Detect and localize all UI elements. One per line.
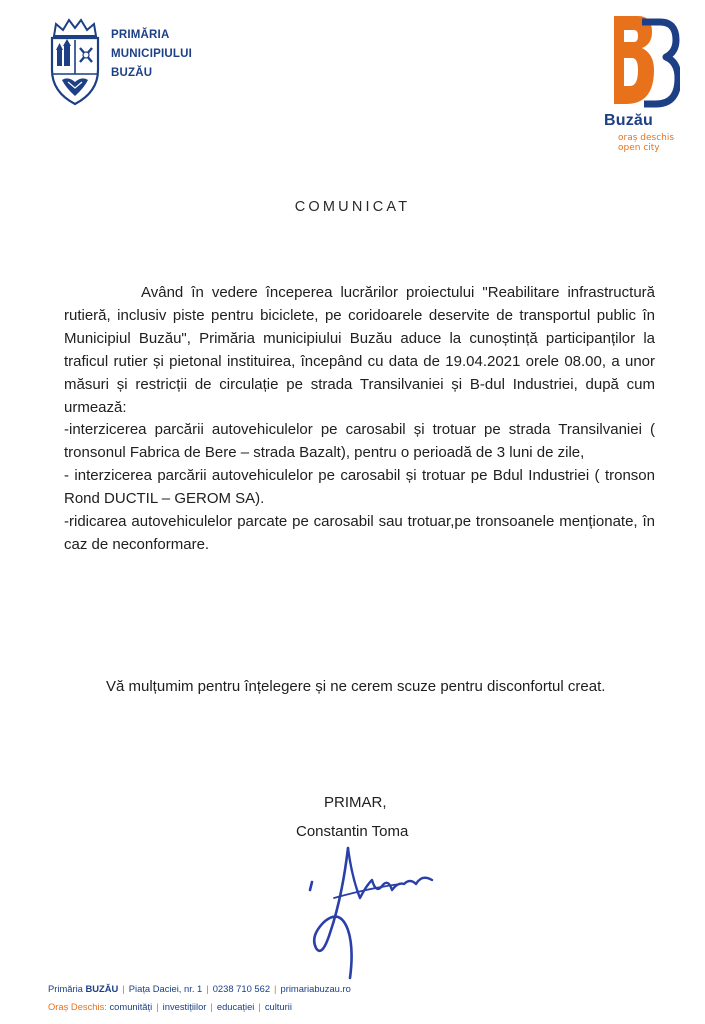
brand-tagline-en: open city bbox=[618, 143, 660, 153]
institution-name bbox=[111, 26, 192, 83]
intro-paragraph: Având în vedere începerea lucrărilor proiectului "Reabilitare infrastructură rutieră, inclusiv piste pentru biciclete, pe coridoarele deservite de transportul public în Municipiul Buzău", Primăria municipiului Buzău aduce la cunoștință participanților la traficul rutier și pietonal instituirea, începând cu data de 19.04.2021 orele 08.00, a unor măsuri și restricții de circulație pe strada Transilvaniei și B-dul Industriei, după cum urmează: bbox=[64, 284, 655, 416]
footer-open-value: educației bbox=[216, 1001, 255, 1012]
brand-tagline-ro: oraș deschis bbox=[618, 133, 675, 143]
list-item: -ridicarea autovehiculelor parcate pe carosabil sau trotuar,pe tronsoanele menționate, în caz de neconformare. bbox=[64, 513, 655, 553]
institution-line-3: BUZĂU bbox=[111, 67, 153, 79]
institution-line-1: PRIMĂRIA bbox=[111, 29, 170, 41]
footer-open-value: comunități bbox=[109, 1001, 153, 1012]
institution-line-2: MUNICIPIULUI bbox=[111, 48, 192, 60]
footer-website-link[interactable]: primariabuzau.ro bbox=[280, 983, 351, 994]
buzau-open-city-logo-icon bbox=[604, 12, 680, 116]
list-item: -interzicerea parcării autovehiculelor pe carosabil și trotuar pe strada Transilvaniei ( tronsonul Fabrica de Bere – strada Bazalt), pentru o perioadă de 3 luni de zile, bbox=[64, 421, 655, 462]
footer-org-prefix: Primăria bbox=[48, 983, 86, 994]
footer-separator: | bbox=[122, 983, 125, 994]
footer-open-value: culturii bbox=[264, 1001, 292, 1012]
signatory-role: PRIMAR, bbox=[324, 794, 387, 811]
footer-open-city bbox=[48, 1001, 292, 1012]
footer-org-name: BUZĂU bbox=[85, 983, 119, 994]
footer-separator: | bbox=[210, 1001, 213, 1012]
footer-phone[interactable]: 0238 710 562 bbox=[212, 983, 271, 994]
footer-separator: | bbox=[156, 1001, 159, 1012]
handwritten-signature-icon bbox=[290, 838, 450, 988]
footer-open-value: investițiilor bbox=[162, 1001, 207, 1012]
footer-contact bbox=[48, 983, 351, 994]
thanks-paragraph: Vă mulțumim pentru înțelegere și ne cerem scuze pentru disconfortul creat. bbox=[106, 678, 606, 695]
footer-separator: | bbox=[274, 983, 277, 994]
footer-address: Piața Daciei, nr. 1 bbox=[128, 983, 203, 994]
brand-tagline bbox=[618, 133, 674, 153]
city-coat-of-arms-icon bbox=[46, 18, 104, 108]
document-title: COMUNICAT bbox=[294, 199, 411, 215]
list-item: - interzicerea parcării autovehiculelor pe carosabil și trotuar pe Bdul Industriei ( tronson Rond DUCTIL – GEROM SA). bbox=[64, 467, 655, 508]
signatory-name: Constantin Toma bbox=[296, 823, 409, 840]
brand-name: Buzău bbox=[604, 112, 653, 129]
document-body bbox=[64, 282, 655, 557]
footer-open-label: Oraș Deschis: bbox=[48, 1001, 107, 1012]
footer-separator: | bbox=[206, 983, 209, 994]
footer-separator: | bbox=[258, 1001, 261, 1012]
